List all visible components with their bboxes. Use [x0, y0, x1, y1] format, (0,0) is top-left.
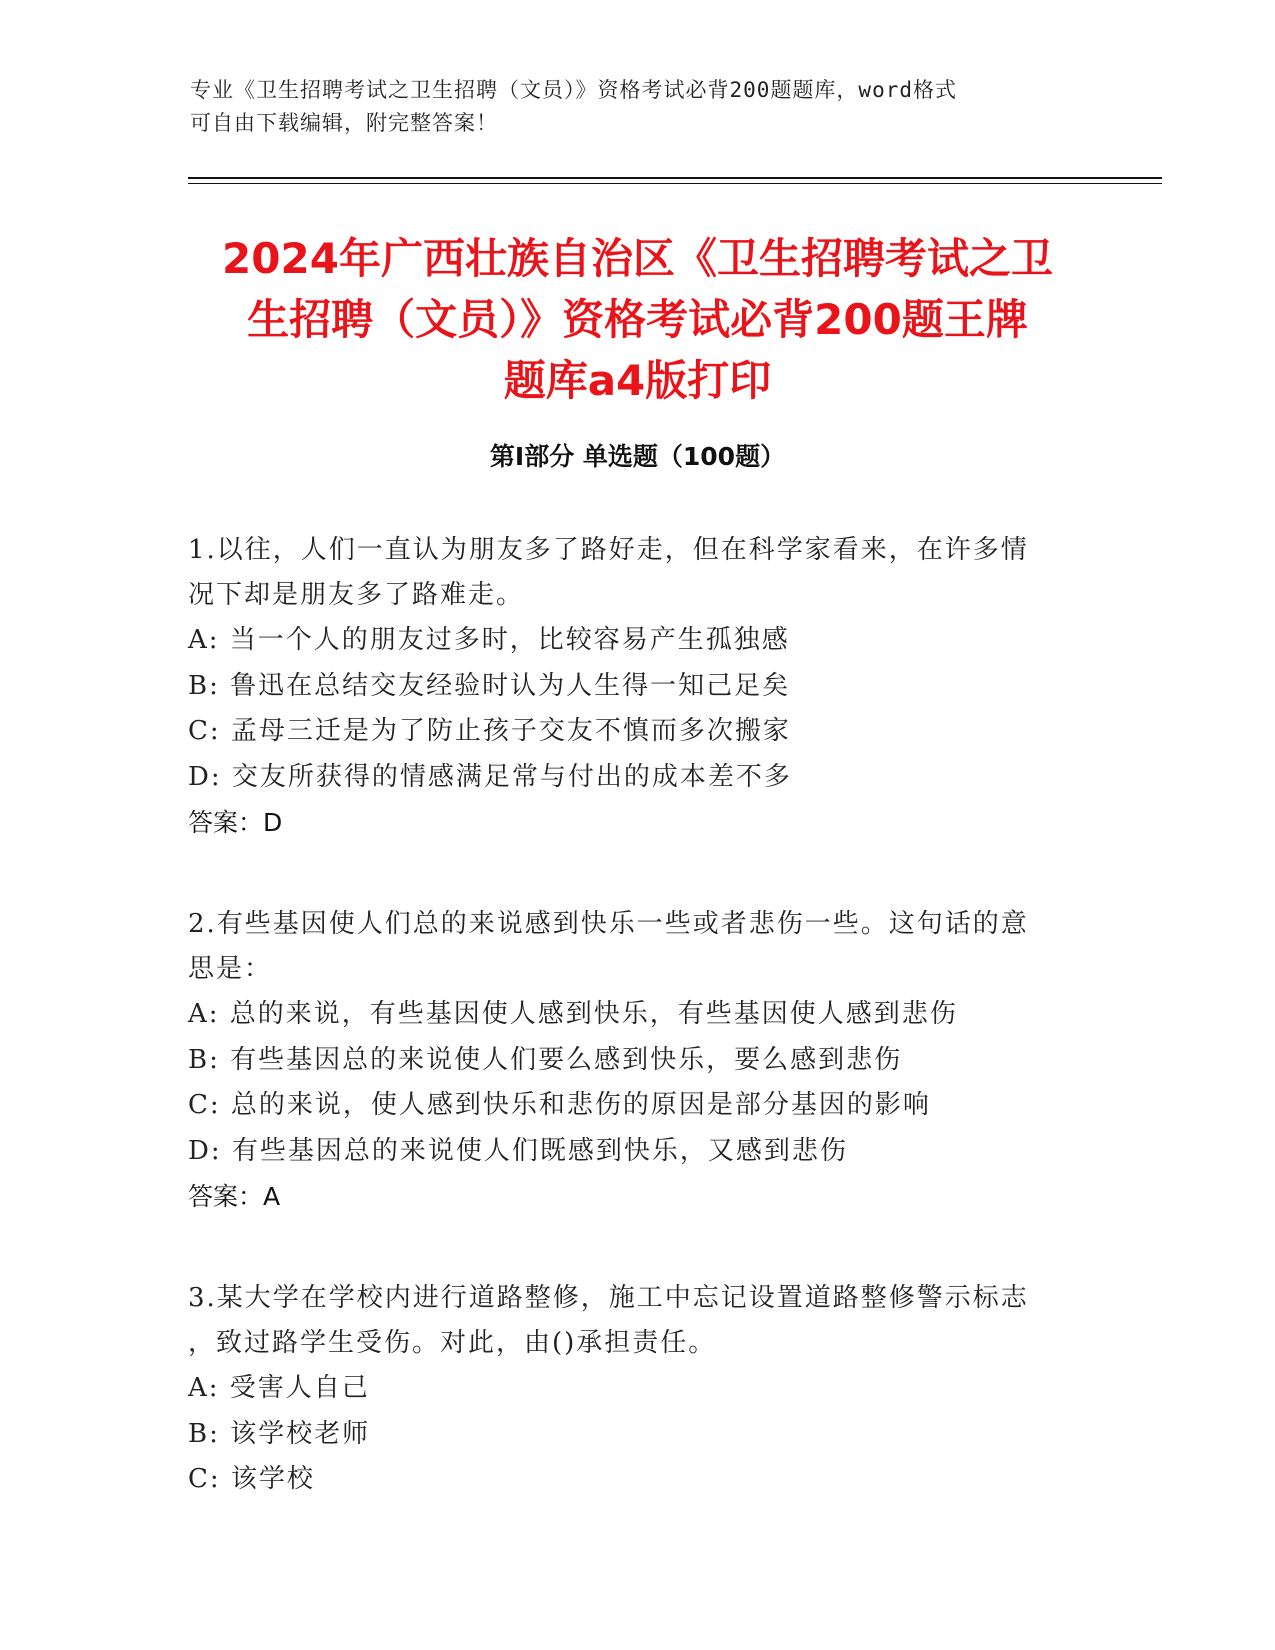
option-d: D: 有些基因总的来说使人们既感到快乐，又感到悲伤: [188, 1135, 848, 1166]
header-note-line: 可自由下载编辑，附完整答案！: [190, 111, 498, 135]
header-note-line: 专业《卫生招聘考试之卫生招聘（文员）》资格考试必背200题题库，word格式: [190, 78, 957, 102]
document-title: [150, 228, 1125, 411]
option-c: C: 孟母三迁是为了防止孩子交友不慎而多次搬家: [188, 716, 791, 746]
header-rule-thick: [188, 177, 1162, 179]
header-rule-thin: [188, 183, 1162, 184]
question-1: [188, 528, 1088, 846]
option-b: B: 鲁迅在总结交友经验时认为人生得一知己足矣: [188, 670, 791, 701]
question-stem: 1.以往，人们一直认为朋友多了路好走，但在科学家看来，在许多情: [188, 535, 1029, 565]
title-line: 2024年广西壮族自治区《卫生招聘考试之卫: [222, 234, 1053, 283]
option-a: A: 当一个人的朋友过多时，比较容易产生孤独感: [188, 625, 790, 655]
option-b: B: 该学校老师: [188, 1418, 371, 1449]
option-a: A: 总的来说，有些基因使人感到快乐，有些基因使人感到悲伤: [188, 999, 958, 1029]
header-note: [190, 74, 1070, 140]
question-stem: 2.有些基因使人们总的来说感到快乐一些或者悲伤一些。这句话的意: [188, 909, 1029, 939]
section-heading: 第Ⅰ部分 单选题（100题）: [489, 442, 786, 471]
title-line: 生招聘（文员）》资格考试必背200题王牌: [247, 295, 1028, 344]
option-c: C: 该学校: [188, 1464, 315, 1494]
question-stem: 思是：: [188, 954, 273, 984]
option-b: B: 有些基因总的来说使人们要么感到快乐，要么感到悲伤: [188, 1044, 903, 1075]
question-list: [188, 528, 1088, 1559]
answer: 答案：D: [188, 808, 283, 837]
question-stem: 3.某大学在学校内进行道路整修，施工中忘记设置道路整修警示标志: [188, 1283, 1029, 1313]
question-stem: ，致过路学生受伤。对此，由()承担责任。: [188, 1328, 717, 1358]
answer: 答案：A: [188, 1182, 281, 1211]
title-line: 题库a4版打印: [503, 356, 772, 405]
question-3: [188, 1276, 1088, 1503]
option-d: D: 交友所获得的情感满足常与付出的成本差不多: [188, 761, 792, 792]
question-2: [188, 902, 1088, 1220]
option-c: C: 总的来说，使人感到快乐和悲伤的原因是部分基因的影响: [188, 1090, 931, 1120]
option-a: A: 受害人自己: [188, 1373, 370, 1403]
question-stem: 况下却是朋友多了路难走。: [188, 580, 525, 610]
